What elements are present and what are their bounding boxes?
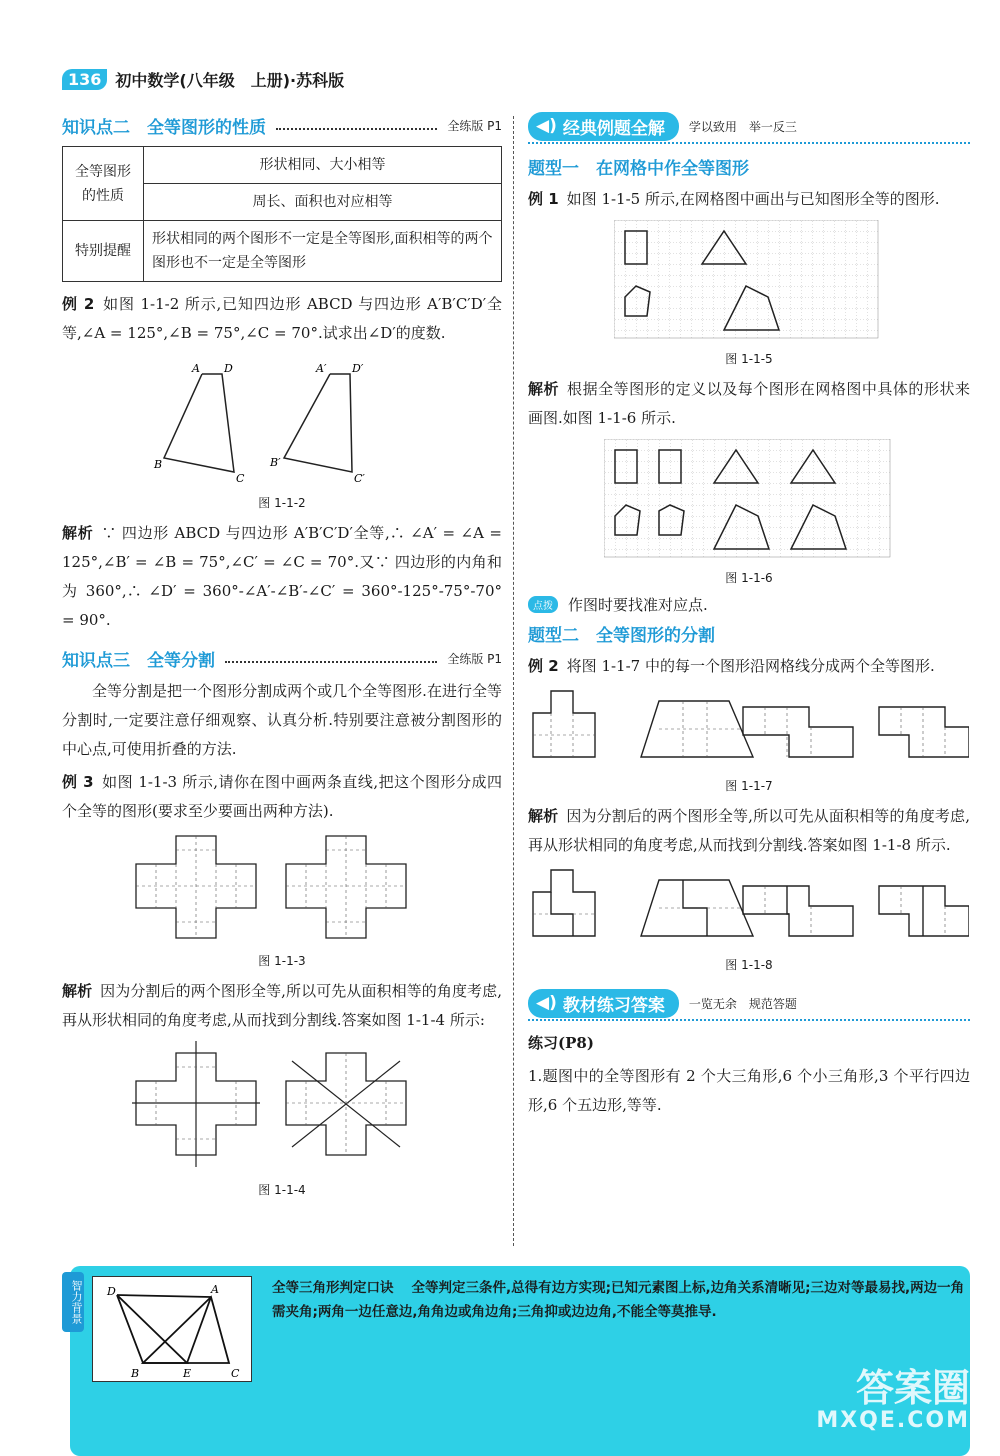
fig-label-A: A — [211, 1283, 219, 1296]
footer-title: 全等三角形判定口诀 — [272, 1280, 394, 1296]
k3-ref: 全练版 P1 — [447, 651, 502, 666]
example-1-label: 例 1 — [528, 190, 559, 208]
k2-ref: 全练版 P1 — [447, 118, 502, 133]
fig-label-B: B — [131, 1367, 140, 1380]
caption-1-1-5: 图 1-1-5 — [725, 352, 773, 366]
footer-body: 全等判定三条件,总得有边方实现;已知元素图上标,边角关系清晰见;三边对等最易找,两边一角需夹角;两角一边任意边,角角边或角边角;三角抑或边边角,不能全等莫推导. — [272, 1280, 965, 1320]
label-D-prime: D′ — [352, 362, 364, 375]
right-column — [528, 110, 970, 1124]
banner-subtitle: 一览无余 规范答题 — [688, 996, 797, 1011]
label-D: D — [224, 362, 233, 375]
watermark-line-1: 答案圈 — [855, 1366, 970, 1410]
solution-text: 因为分割后的两个图形全等,所以可先从面积相等的角度考虑,再从形状相同的角度考虑,从而找到分割线.答案如图 1-1-8 所示. — [528, 807, 970, 854]
example-3-question — [62, 768, 502, 826]
properties-table — [62, 146, 502, 282]
figure-1-1-3 — [62, 832, 502, 946]
caption-1-1-4: 图 1-1-4 — [258, 1183, 306, 1197]
book-title: 初中数学(八年级 上册)·苏科版 — [115, 70, 345, 90]
left-column — [62, 110, 502, 1206]
page-number: 136 — [62, 69, 107, 90]
banner-textbook-answers — [528, 987, 970, 1021]
hint-text: 作图时要找准对应点. — [568, 596, 708, 614]
split-solutions-figure — [529, 866, 969, 946]
table-cell-perimeter: 周长、面积也对应相等 — [144, 184, 502, 221]
footer-text — [272, 1276, 968, 1324]
right-example-2-solution — [528, 802, 970, 860]
figure-1-1-2 — [62, 354, 502, 488]
figure-1-1-5 — [528, 220, 970, 344]
practice-title: 练习(P8) — [528, 1034, 594, 1052]
grid-solutions-figure — [604, 439, 894, 559]
banner-title: 经典例题全解 — [562, 118, 665, 139]
example-2-text: 将图 1-1-7 中的每一个图形沿网格线分成两个全等图形. — [566, 657, 935, 675]
example-1-text: 如图 1-1-5 所示,在网格图中画出与已知图形全等的图形. — [566, 190, 940, 208]
label-A: A — [192, 362, 200, 375]
knowledge-point-2-title — [62, 110, 502, 140]
example-2-text: 如图 1-1-2 所示,已知四边形 ABCD 与四边形 A′B′C′D′全等,∠A = 125°,∠B = 75°,∠C = 70°.试求出∠D′的度数. — [62, 295, 502, 342]
knowledge-point-3-title — [62, 643, 502, 673]
k3-paragraph: 全等分割是把一个图形分割成两个或几个全等图形.在进行全等分割时,一定要注意仔细观察、认真分析.特别要注意被分割图形的中心点,可使用折叠的方法. — [62, 682, 502, 758]
speaker-icon: ◀) — [536, 993, 557, 1013]
solution-text: 因为分割后的两个图形全等,所以可先从面积相等的角度考虑,再从形状相同的角度考虑,从而找到分割线.答案如图 1-1-4 所示: — [62, 982, 502, 1029]
figure-1-1-6 — [528, 439, 970, 563]
caption-1-1-2: 图 1-1-2 — [258, 496, 306, 510]
fig-label-D: D — [107, 1285, 116, 1298]
speaker-icon: ◀) — [536, 116, 557, 136]
right-example-2-question — [528, 652, 970, 681]
fig-label-E: E — [183, 1367, 192, 1380]
k3-title-text: 知识点三 全等分割 — [62, 650, 215, 671]
figure-1-1-4 — [62, 1041, 502, 1175]
hint-row — [528, 594, 970, 615]
caption-1-1-8: 图 1-1-8 — [725, 958, 773, 972]
cross-shapes-figure — [132, 832, 432, 942]
right-example-1-solution — [528, 375, 970, 433]
k2-title-text: 知识点二 全等图形的性质 — [62, 117, 266, 138]
watermark-line-2: MXQE.COM — [816, 1408, 970, 1433]
solution-text: 根据全等图形的定义以及每个图形在网格图中具体的形状来画图.如图 1-1-6 所示. — [528, 380, 970, 427]
label-C-prime: C′ — [354, 472, 365, 484]
leader-dots — [225, 661, 437, 663]
label-A-prime: A′ — [316, 362, 327, 375]
example-2-label: 例 2 — [528, 657, 559, 675]
cross-solutions-figure — [132, 1041, 432, 1171]
solution-label: 解析 — [62, 982, 93, 1000]
banner-pill — [528, 112, 679, 141]
solution-label: 解析 — [62, 524, 94, 542]
example-3-label: 例 3 — [62, 773, 94, 791]
caption-1-1-6: 图 1-1-6 — [725, 571, 773, 585]
figure-1-1-8 — [528, 866, 970, 950]
table-head-reminder: 特别提醒 — [63, 221, 144, 282]
type-1-title: 题型一 在网格中作全等图形 — [528, 159, 749, 179]
right-example-1-question — [528, 185, 970, 214]
banner-subtitle: 学以致用 举一反三 — [688, 119, 797, 134]
label-C: C — [236, 472, 245, 484]
label-B-prime: B′ — [270, 456, 281, 469]
grid-shapes-figure — [614, 220, 884, 340]
page-header — [62, 66, 344, 92]
hint-badge: 点拨 — [528, 596, 558, 613]
example-2-label: 例 2 — [62, 295, 95, 313]
fig-label-C: C — [231, 1367, 240, 1380]
footer-tag: 智力背景 — [62, 1272, 84, 1332]
banner-title: 教材练习答案 — [562, 995, 665, 1016]
table-cell-shape: 形状相同、大小相等 — [144, 147, 502, 184]
figure-1-1-7 — [528, 687, 970, 771]
caption-1-1-3: 图 1-1-3 — [258, 954, 306, 968]
leader-dots — [276, 128, 437, 130]
column-divider — [513, 116, 514, 1246]
label-B: B — [154, 458, 163, 471]
banner-classic-examples — [528, 110, 970, 144]
watermark — [770, 1368, 970, 1446]
split-shapes-figure — [529, 687, 969, 767]
example-2-question — [62, 290, 502, 348]
table-head-properties: 全等图形 的性质 — [63, 147, 144, 221]
caption-1-1-7: 图 1-1-7 — [725, 779, 773, 793]
solution-label: 解析 — [528, 380, 560, 398]
practice-answer: 1.题图中的全等图形有 2 个大三角形,6 个小三角形,3 个平行四边形,6 个五边形,等等. — [528, 1067, 970, 1114]
type-2-title: 题型二 全等图形的分割 — [528, 626, 715, 646]
quadrilaterals-figure — [152, 354, 412, 484]
example-2-solution — [62, 519, 502, 635]
solution-text: ∵ 四边形 ABCD 与四边形 A′B′C′D′全等,∴ ∠A′ = ∠A = 125°,∠B′ = ∠B = 75°,∠C′ = ∠C = 70°.又∵ 四边形的内角和为 360°,∴ ∠D′ = 360°-∠A′-∠B′-∠C′ = 360°-125°-75°-70° = 90°. — [62, 524, 502, 629]
example-3-solution — [62, 977, 502, 1035]
table-cell-reminder: 形状相同的两个图形不一定是全等图形,面积相等的两个图形也不一定是全等图形 — [144, 221, 502, 282]
footer-triangle-figure — [92, 1276, 252, 1382]
banner-pill — [528, 989, 679, 1018]
solution-label: 解析 — [528, 807, 559, 825]
triangles-diagram — [93, 1277, 251, 1381]
example-3-text: 如图 1-1-3 所示,请你在图中画两条直线,把这个图形分成四个全等的图形(要求至少要画出两种方法). — [62, 773, 502, 820]
